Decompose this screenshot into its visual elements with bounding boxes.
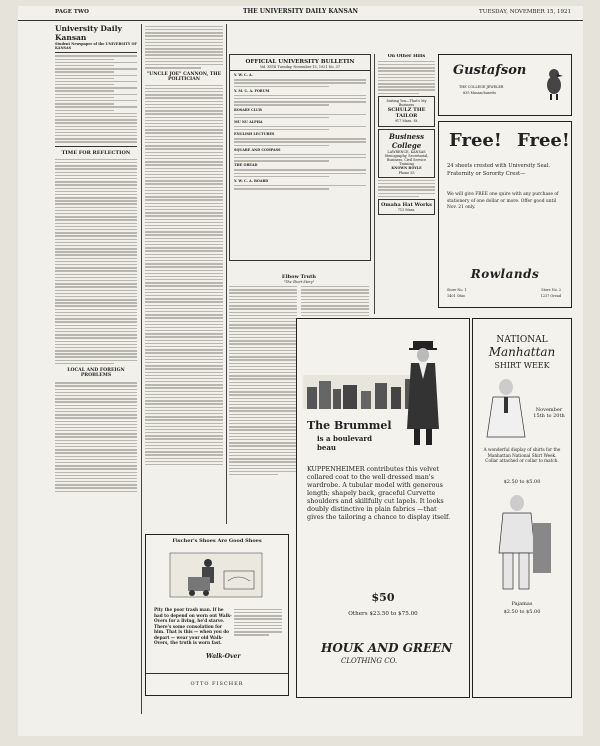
page-label: PAGE TWO [55,9,89,15]
bulletin-sub: Vol. XVIII Tuesday, November 15, 1921 No. 37 [230,65,370,71]
pajamas-label: Pajamas [511,601,533,607]
brummel-subline: is a boulevard beau [317,434,372,452]
brummel-headline: The Brummel [307,419,392,432]
man-in-coat-illustration [401,339,445,449]
fischer-footer: OTTO FISCHER [190,681,244,687]
manhattan-title2: Manhattan [488,345,556,359]
staff-listing [55,55,137,142]
kuppenheimer-copy: KUPPENHEIMER contributes this velvet collared coat to the well dressed man's wardrobe. A tubular model with generous length; shapely back, graceful Curvette shoulders and skillfully cut lapels. It looks doubly distinctive in plain fabrics —that gives the tailoring a chance to display itself. [307,465,451,521]
nameplate: University Daily Kansan [55,24,122,42]
other-prices: Others $23.50 to $75.00 [348,611,418,617]
offer-body: We will give FREE one quire with any purchase of stationery of one dollar or more. Offer good until Nov. 21 only. [447,192,559,210]
shirt-week-dates: November 15th to 20th [533,407,565,419]
newspaper-page [18,6,583,736]
local-body [55,382,137,492]
shirt-price: $2.50 to $5.00 [503,479,541,485]
business-college-ad: Business College LAWRENCE, KANSAS Stenography, Secretarial, Business, Civil Service Training KNOWN BOYLE Phone 55 [378,129,435,178]
rowlands-logo: Rowlands [470,267,540,281]
paper-title: THE UNIVERSITY DAILY KANSAN [243,8,358,15]
walk-over-brand: Walk-Over [206,653,241,660]
pajamas-price: $2.50 to $5.00 [503,609,541,615]
politician-heading: "UNCLE JOE" CANNON, THE POLITICIAN [146,71,222,82]
dateline: TUESDAY, NOVEMBER 15, 1921 [479,9,571,15]
editorial-heading: TIME FOR REFLECTION [61,149,131,156]
elbow-subheading: "The Short Story" [283,280,315,284]
shirt-week-note: A wonderful display of shirts for the Manhattan National Shirt Week. Collar attached or collar to match. [483,447,561,463]
trash-man-illustration [168,551,264,599]
gustafson-tagline: THE COLLEGE JEWELER [459,85,504,89]
fischer-copy: Pity the poor trash man. If he had to depend on worn out Walk-Overs for a living, he'd starve. There's some consolation for him. That is this — when you do depart — wear your old Walk-Overs, the truth is worn fast. [154,607,232,645]
offer-text: 24 sheets crested with University Seal. Fraternity or Sorority Crest— [447,163,551,177]
bulletin-item: ROSARY CLUB [234,107,262,112]
fischer-shoes-ad [145,534,289,696]
rowlands-ad: Free! Free! 24 sheets crested with University Seal. Fraternity or Sorority Crest— We will give FREE one quire with any purchase of stationery of one dollar or more. Offer good until Nov. 21 only. Rowlands Store No. 1 1401 Ohio Store No. 2 1237 Oread [438,121,572,308]
nameplate-sub: Student Newspaper of the UNIVERSITY OF KANSAS [55,42,137,51]
fischer-heading: Fischer's Shoes Are Good Shoes [172,538,262,544]
official-bulletin [229,54,371,261]
man-in-shirt-illustration [481,377,531,439]
masthead [18,6,583,21]
bulletin-item: Y. M. C. A. FORUM [234,88,270,93]
local-heading: LOCAL AND FOREIGN PROBLEMS [67,368,125,379]
bulletin-item: ENGLISH LECTURES [234,132,275,137]
free-text: Free! [449,130,502,151]
column-politician [145,24,223,524]
bulletin-item: MU NU ALPHA [234,119,263,124]
bulletin-title: OFFICIAL UNIVERSITY BULLETIN [245,59,355,65]
price: $50 [371,591,395,604]
manhattan-title1: NATIONAL [496,335,548,345]
gustafson-addr: 835 Massachusetts [463,91,497,95]
schulz-ad: Suiting You—That's My Business SCHULZ THE TAILOR 917 Mass. St. [378,96,435,127]
kuppenheimer-ad [296,318,470,698]
gustafson-ad [438,54,572,116]
bulletin-item: Y. W. C. A. [234,73,253,78]
editorial-body [55,159,137,364]
other-hills-heading: On Other Hills [387,54,426,59]
bulletin-item: THE OREAD [234,163,258,168]
manhattan-title3: SHIRT WEEK [494,361,550,370]
free-text: Free! [517,130,570,151]
bulletin-item: Y. W. C. A. BOARD [234,178,269,183]
store-name: HOUK AND GREEN [321,641,453,655]
jayhawk-icon [545,67,563,101]
other-hills [374,54,435,314]
manhattan-shirt-ad [472,318,572,698]
elbow-heading: Elbow Truth [281,274,317,280]
omaha-hat-ad: Omaha Hat Works 713 Mass. [378,199,435,215]
gustafson-name: Gustafson [453,63,527,78]
column-editorial [55,24,137,714]
man-in-pajamas-illustration [489,493,555,593]
bulletin-item: SQUARE AND COMPASS [234,147,281,152]
store-sub: CLOTHING CO. [341,657,398,665]
